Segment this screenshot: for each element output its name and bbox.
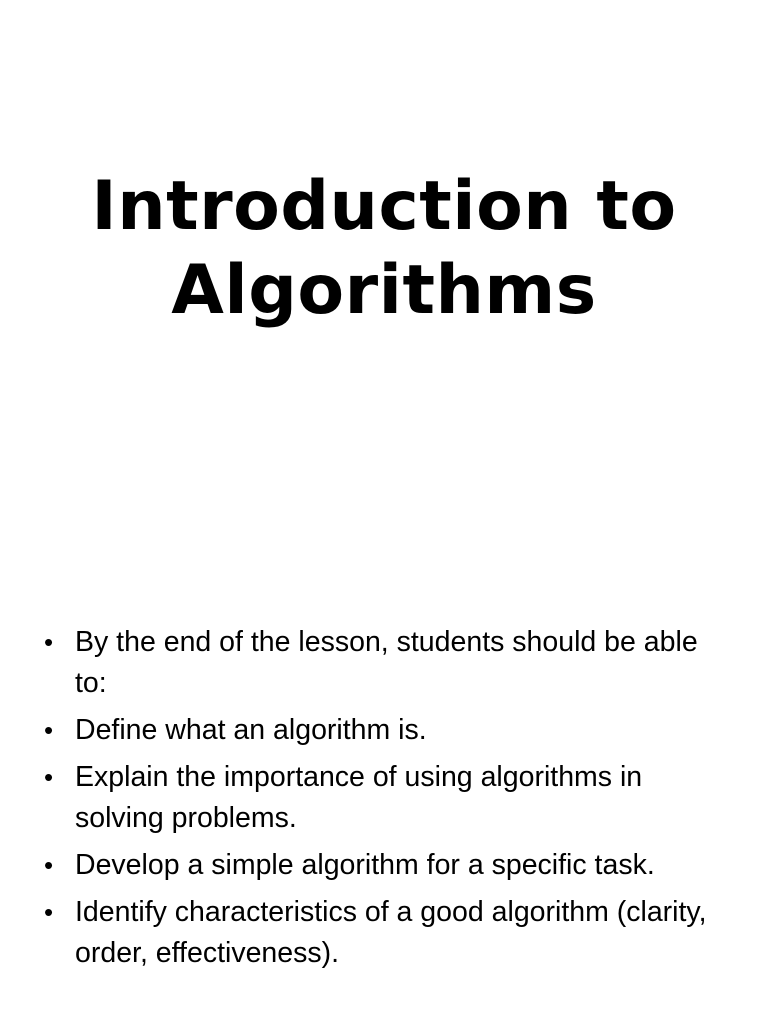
bullet-item	[44, 845, 734, 886]
bullet-item	[44, 622, 734, 704]
bullet-item	[44, 757, 734, 839]
slide-title	[40, 165, 728, 333]
bullet-list	[44, 622, 734, 980]
bullet-dot-icon: •	[44, 715, 54, 745]
bullet-text: Develop a simple algorithm for a specific task.	[75, 849, 655, 881]
bullet-dot-icon: •	[44, 762, 54, 792]
bullet-text: Explain the importance of using algorithms in solving problems.	[75, 761, 643, 834]
bullet-item	[44, 710, 734, 751]
bullet-dot-icon: •	[44, 627, 54, 657]
bullet-text: Identify characteristics of a good algorithm (clarity, order, effectiveness).	[75, 896, 707, 969]
bullet-text: By the end of the lesson, students should be able to:	[75, 626, 698, 699]
slide-title-line-1: Introduction to	[91, 167, 677, 246]
bullet-dot-icon: •	[44, 897, 54, 927]
bullet-item	[44, 892, 734, 974]
bullet-dot-icon: •	[44, 850, 54, 880]
bullet-text: Define what an algorithm is.	[75, 714, 427, 746]
slide-title-line-2: Algorithms	[171, 251, 597, 330]
